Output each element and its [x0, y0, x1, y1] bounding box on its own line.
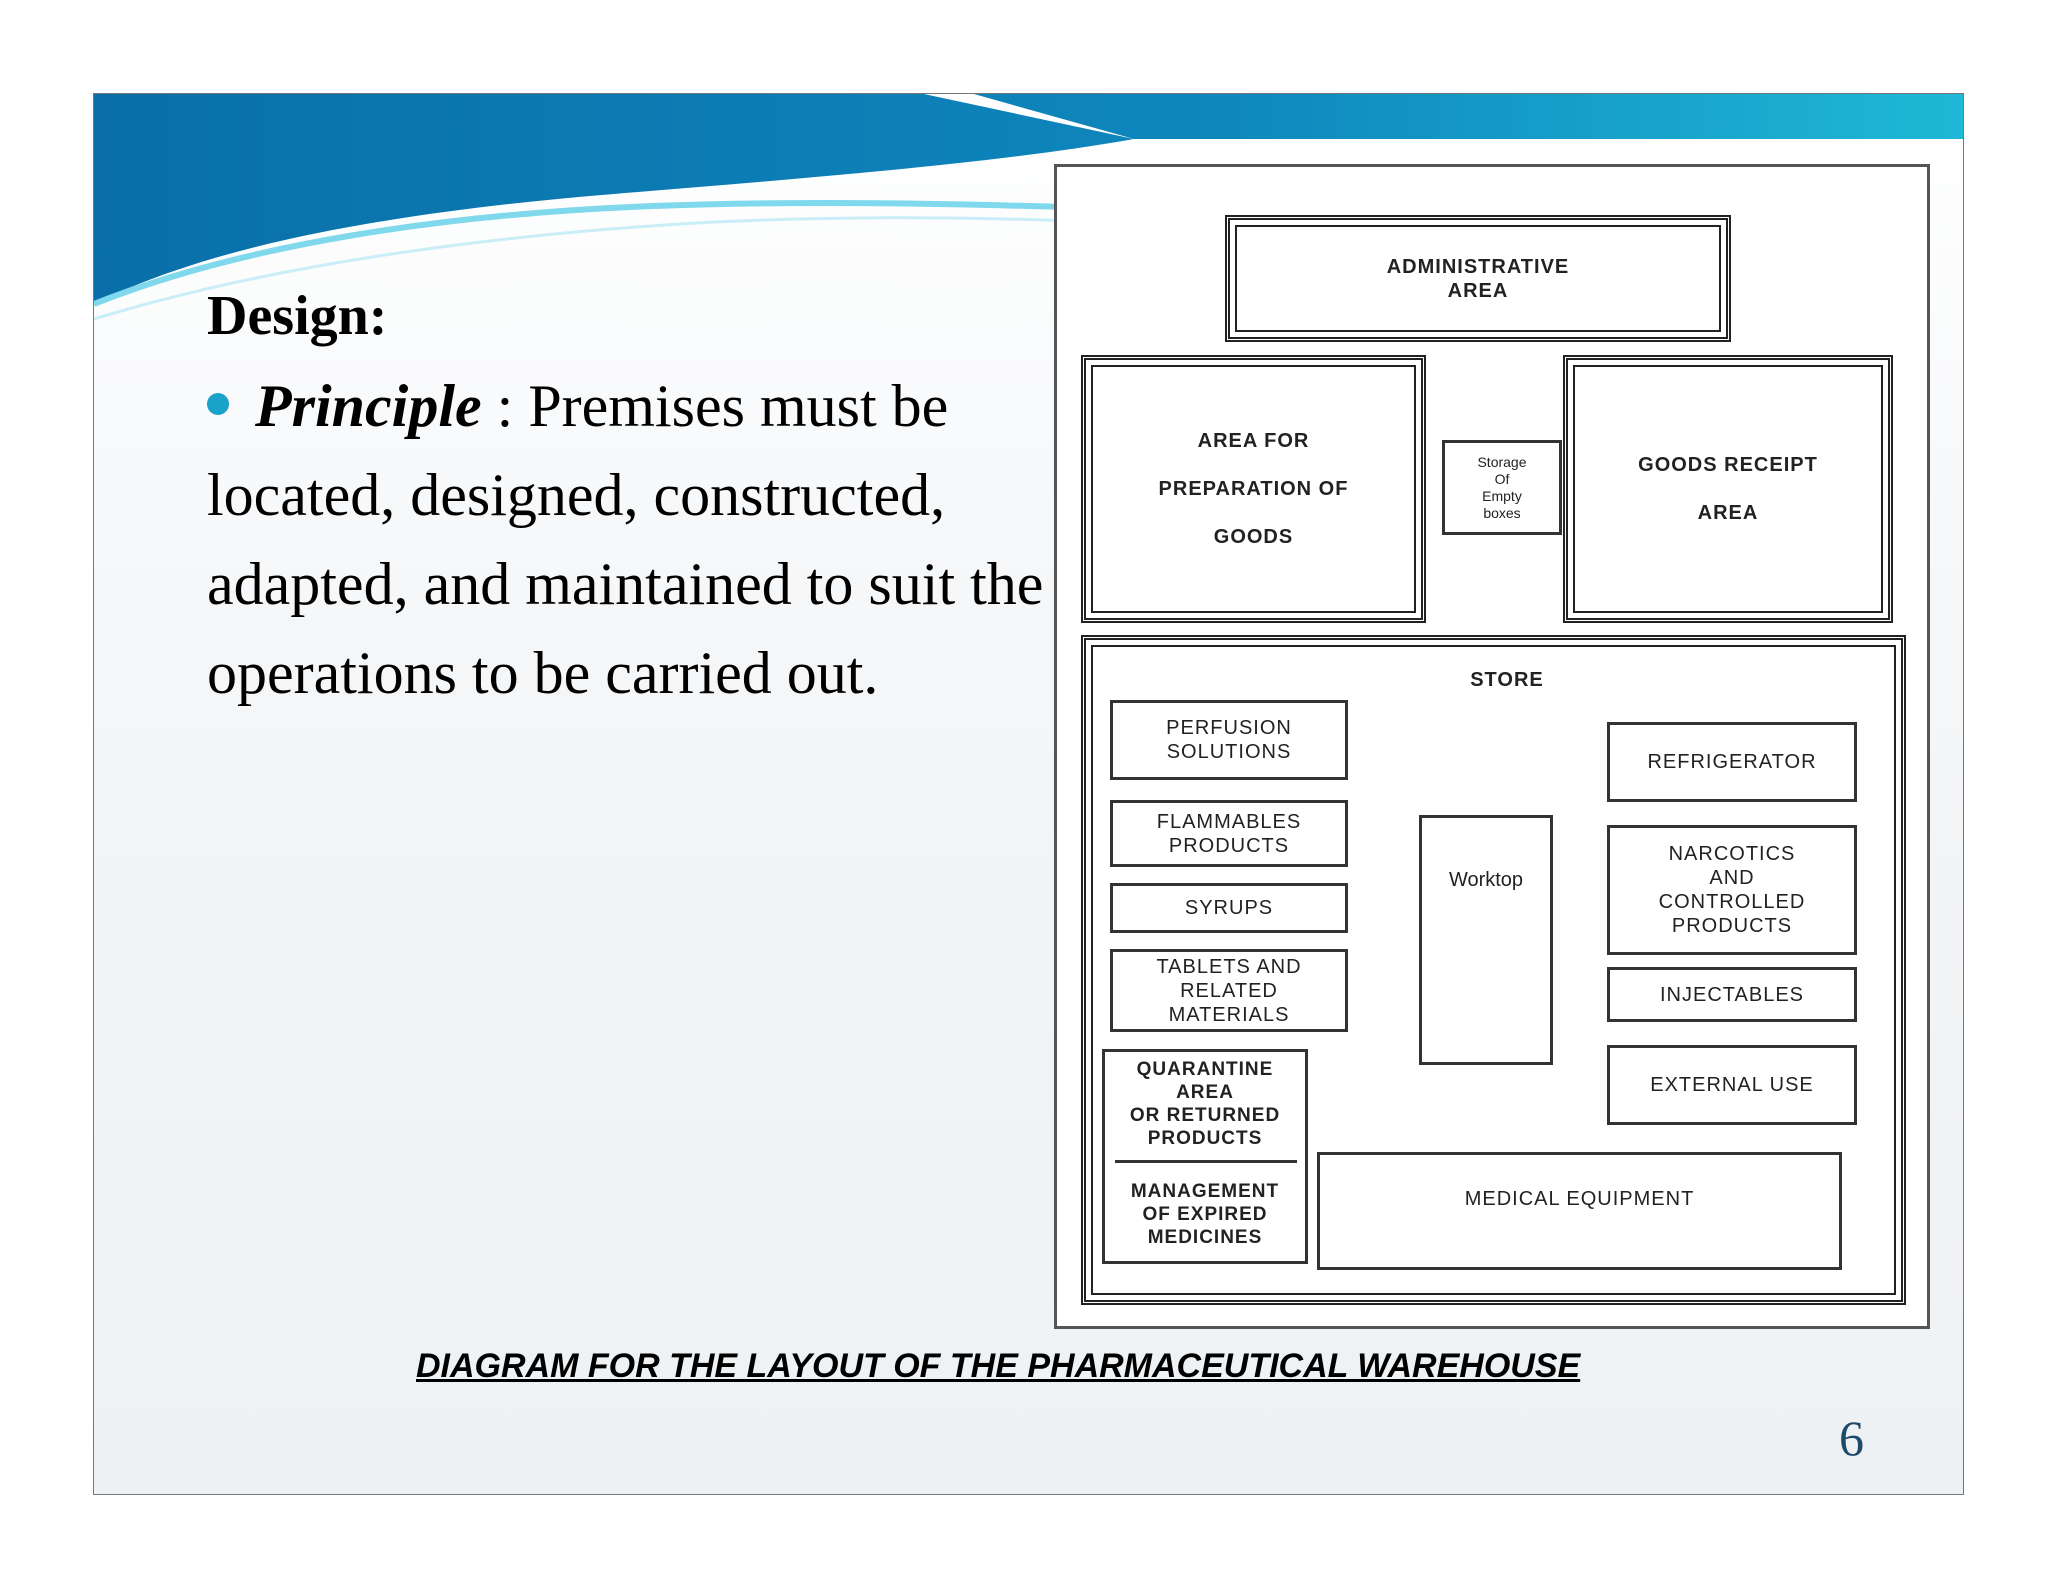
tablets-related-materials: TABLETS AND RELATED MATERIALS: [1110, 949, 1348, 1032]
quarantine-divider: [1115, 1160, 1297, 1163]
principle-label: Principle: [255, 373, 482, 439]
storage-empty-boxes: Storage Of Empty boxes: [1442, 440, 1562, 535]
quarantine-area: QUARANTINE AREA OR RETURNED PRODUCTS: [1129, 1059, 1281, 1149]
perfusion-solutions: PERFUSION SOLUTIONS: [1110, 700, 1348, 780]
injectables: INJECTABLES: [1607, 967, 1857, 1022]
principle-text: Premises must be located, designed, constructed, adapted, and maintained to suit the operations to be carried out.: [207, 373, 1044, 706]
warehouse-diagram: [1054, 164, 1930, 1329]
principle-paragraph: [207, 362, 1067, 718]
store-label: STORE: [1470, 669, 1544, 691]
bullet-icon: [207, 393, 229, 415]
diagram-caption: DIAGRAM FOR THE LAYOUT OF THE PHARMACEUTICAL WAREHOUSE: [416, 1347, 1581, 1385]
flammable-products: FLAMMABLES PRODUCTS: [1110, 800, 1348, 867]
preparation-area: AREA FOR PREPARATION OF GOODS: [1081, 355, 1426, 623]
goods-receipt-area: GOODS RECEIPT AREA: [1563, 355, 1893, 623]
external-use: EXTERNAL USE: [1607, 1045, 1857, 1125]
principle-separator: :: [481, 373, 529, 439]
page-number: 6: [1839, 1410, 1864, 1466]
refrigerator: REFRIGERATOR: [1607, 722, 1857, 802]
expired-medicines-management: MANAGEMENT OF EXPIRED MEDICINES: [1130, 1180, 1280, 1248]
syrups: SYRUPS: [1110, 883, 1348, 933]
narcotics-controlled-products: NARCOTICS AND CONTROLLED PRODUCTS: [1607, 825, 1857, 955]
worktop: Worktop: [1419, 815, 1553, 1065]
slide: [93, 93, 1964, 1495]
medical-equipment: MEDICAL EQUIPMENT: [1317, 1152, 1842, 1270]
slide-title: Design:: [207, 285, 388, 347]
administrative-area: ADMINISTRATIVE AREA: [1225, 215, 1731, 342]
